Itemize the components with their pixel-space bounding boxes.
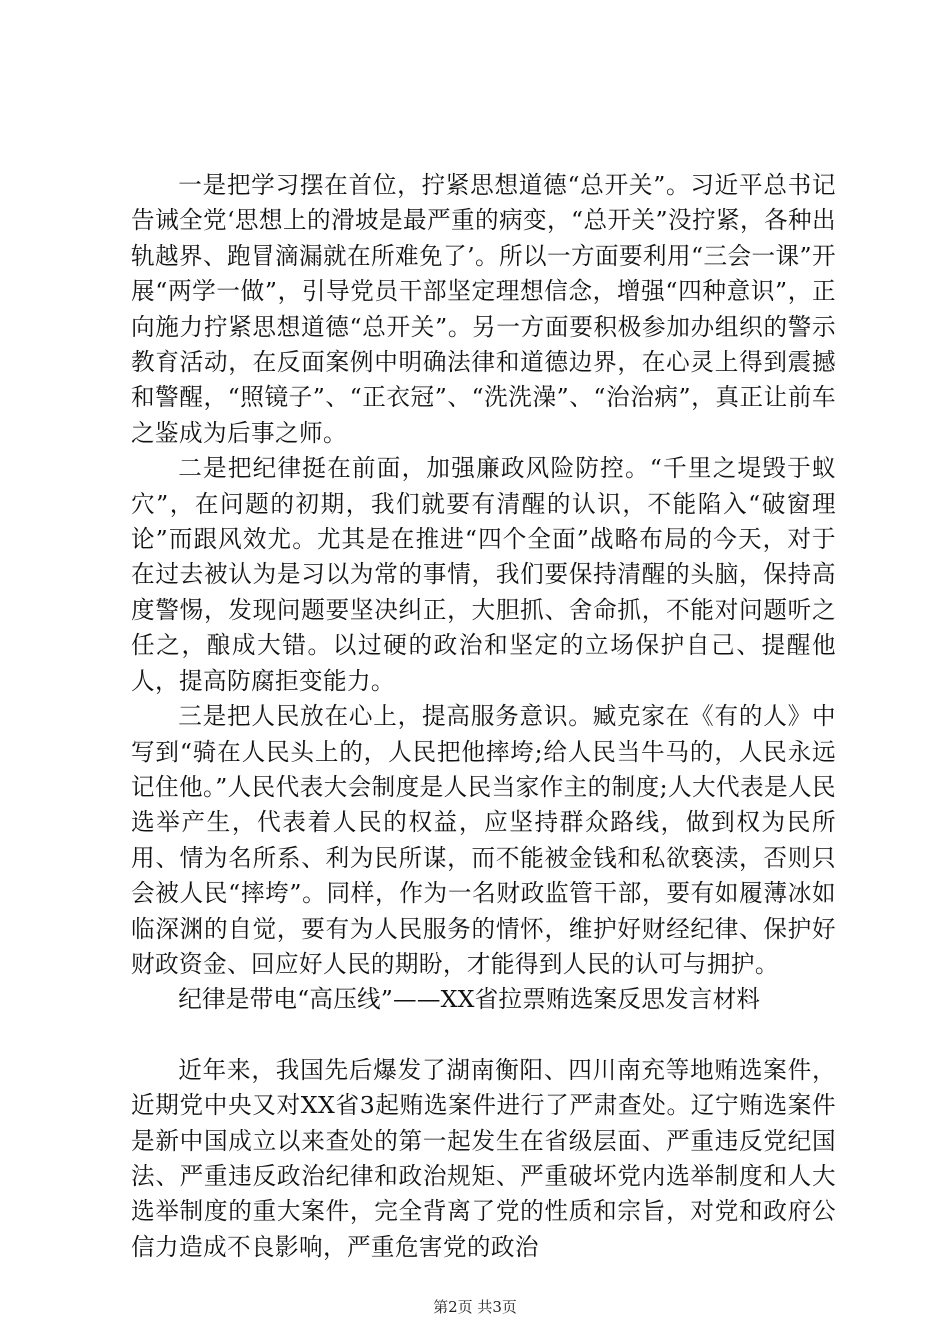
blank-line xyxy=(131,1018,836,1053)
section-title: 纪律是带电“高压线”——XX省拉票贿选案反思发言材料 xyxy=(178,985,761,1014)
paragraph-1: 一是把学习摆在首位，拧紧思想道德“总开关”。习近平总书记告诫全党‘思想上的滑坡是最严重的病变，“总开关”没拧紧，各种出轨越界、跑冒滴漏就在所难免了’。所以一方面要利用“三会一课”开展“两学一做”，引导党员干部坚定理想信念，增强“四种意识”，正向施力拧紧思想道德“总开关”。另一方面要积极参加办组织的警示教育活动，在反面案例中明确法律和道德边界，在心灵上得到震撼和警醒，“照镜子”、“正衣冠”、“洗洗澡”、“治治病”，真正让前车之鉴成为后事之师。 xyxy=(131,171,836,447)
paragraph-2: 二是把纪律挺在前面，加强廉政风险防控。“千里之堤毁于蚁穴”，在问题的初期，我们就要有清醒的认识，不能陷入“破窗理论”而跟风效尤。尤其是在推进“四个全面”战略布局的今天，对于在过去被认为是习以为常的事情，我们要保持清醒的头脑，保持高度警惕，发现问题要坚决纠正，大胆抓、舍命抓，不能对问题听之任之，酿成大错。以过硬的政治和坚定的立场保护自己、提醒他人，提高防腐拒变能力。 xyxy=(131,454,836,695)
document-body xyxy=(131,168,836,1265)
page-footer: 第2页 共3页 xyxy=(433,1298,517,1316)
paragraph-3: 三是把人民放在心上，提高服务意识。臧克家在《有的人》中写到“骑在人民头上的，人民把他摔垮;给人民当牛马的，人民永远记住他。”人民代表大会制度是人民当家作主的制度;人大代表是人民选举产生，代表着人民的权益，应坚持群众路线，做到权为民所用、情为名所系、利为民所谋，而不能被金钱和私欲亵渎，否则只会被人民“摔垮”。同样，作为一名财政监管干部，要有如履薄冰如临深渊的自觉，要有为人民服务的情怀，维护好财经纪律、保护好财政资金、回应好人民的期盼，才能得到人民的认可与拥护。 xyxy=(131,702,836,978)
paragraph-4: 近年来，我国先后爆发了湖南衡阳、四川南充等地贿选案件，近期党中央又对XX省3起贿选案件进行了严肃查处。辽宁贿选案件是新中国成立以来查处的第一起发生在省级层面、严重违反党纪国法、严重违反政治纪律和政治规矩、严重破坏党内选举制度和人大选举制度的重大案件，完全背离了党的性质和宗旨，对党和政府公信力造成不良影响，严重危害党的政治 xyxy=(131,1055,836,1261)
